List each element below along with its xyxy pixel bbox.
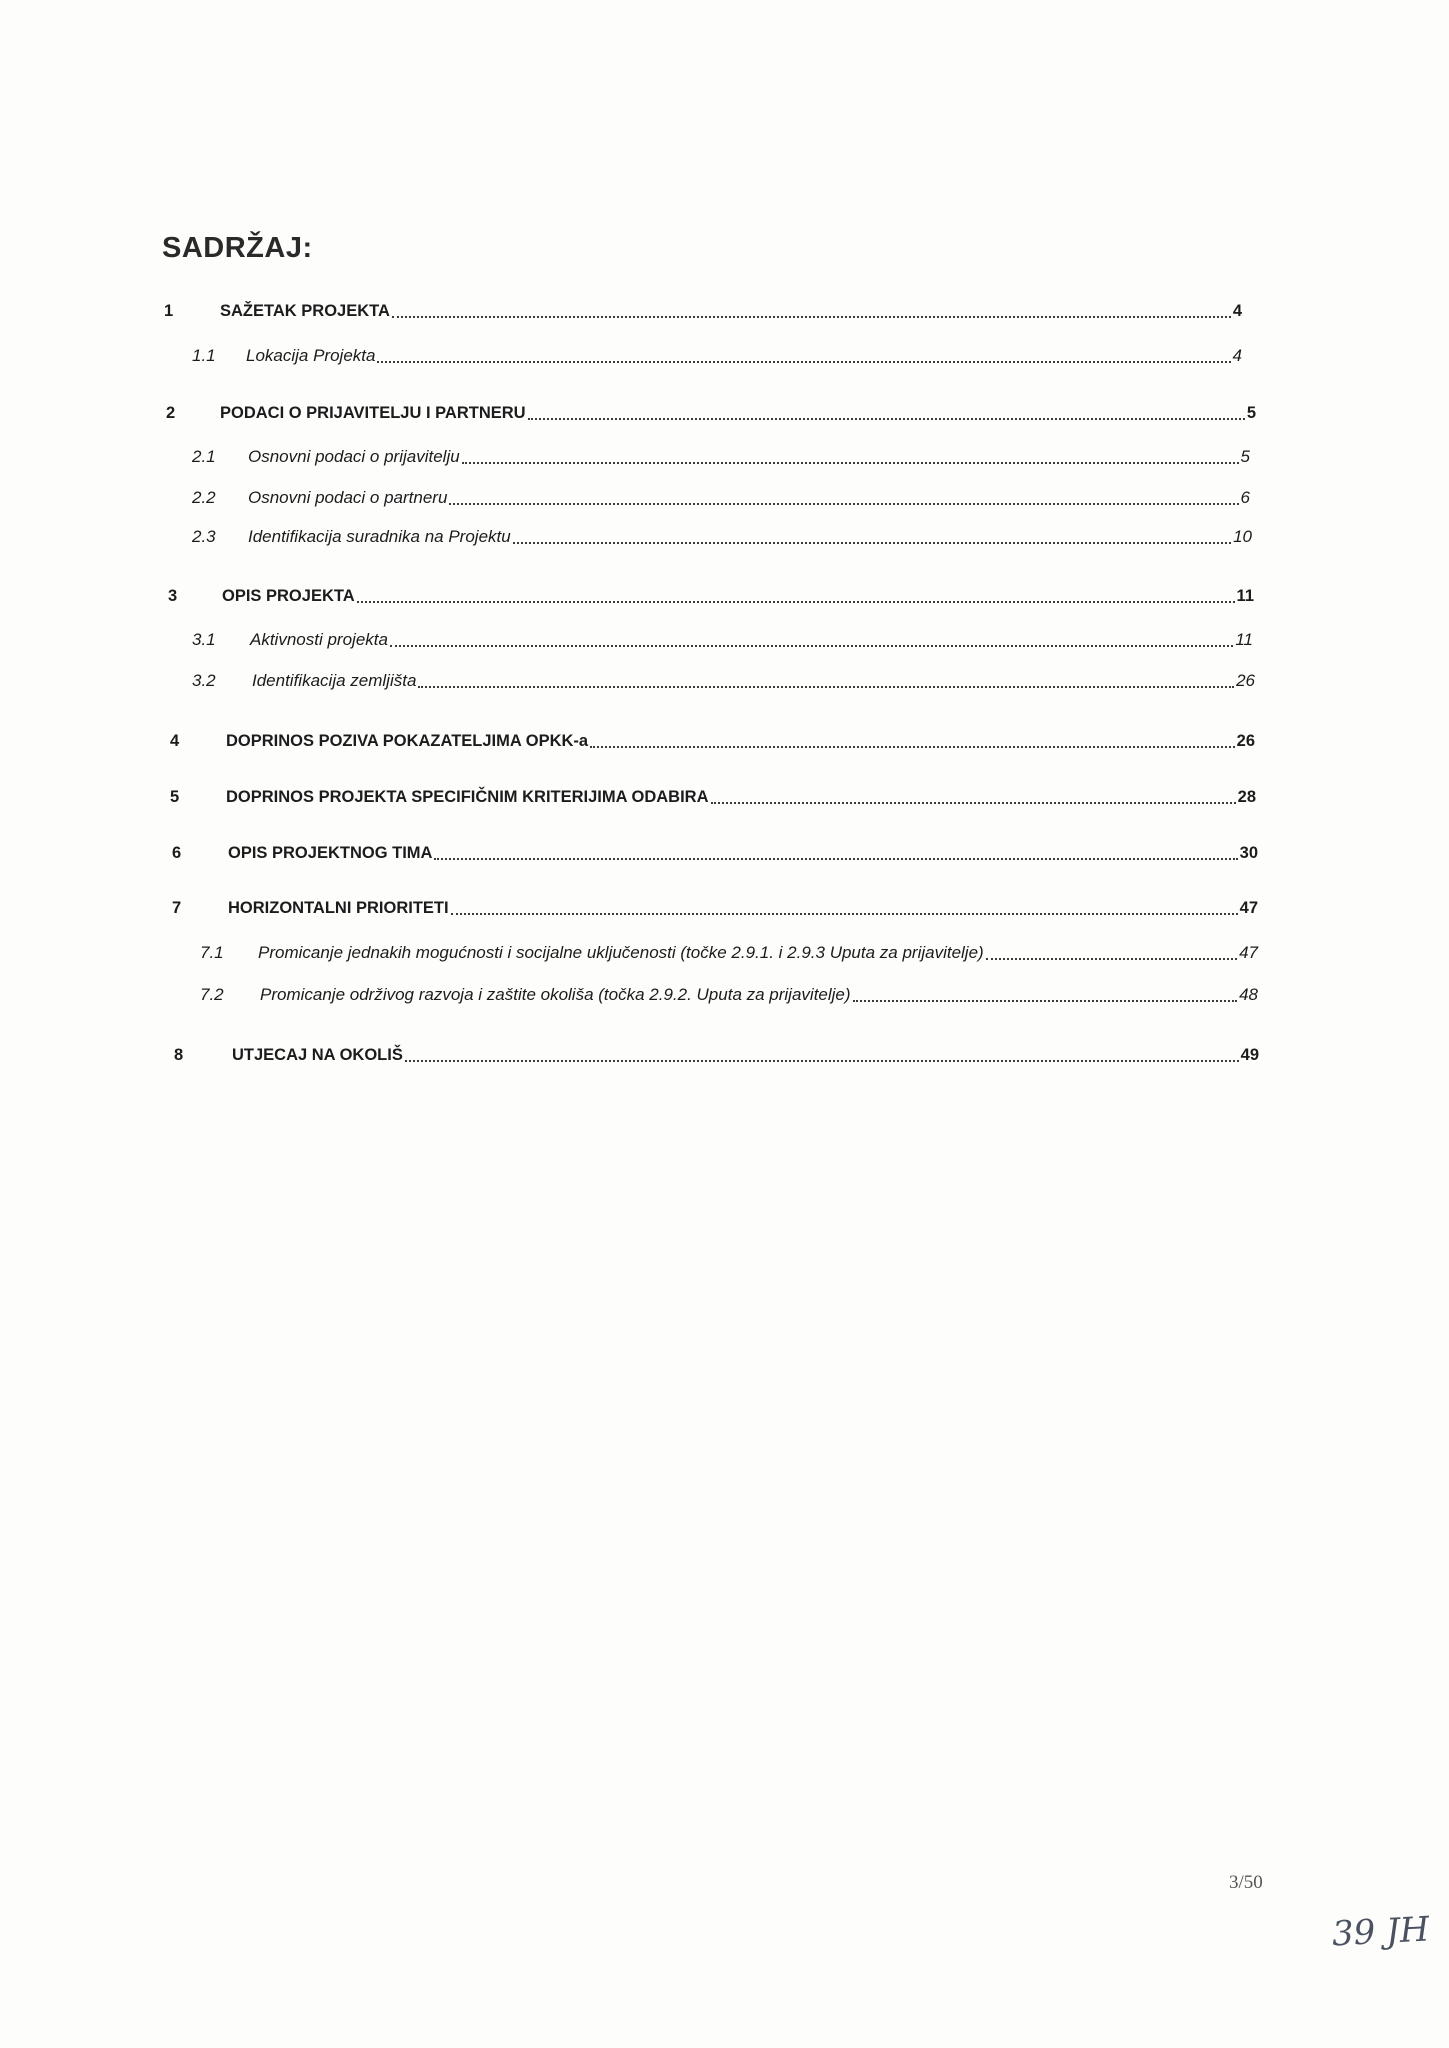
toc-entry[interactable]	[0, 524, 1449, 550]
toc-entry-page: 6	[1240, 488, 1250, 507]
toc-entry-title: OPIS PROJEKTA	[222, 587, 355, 605]
toc-entry-page: 26	[1236, 732, 1255, 750]
toc-entry-page: 30	[1239, 844, 1258, 862]
toc-entry-number: 8	[174, 1046, 184, 1064]
toc-entry[interactable]	[0, 982, 1449, 1008]
toc-entry-page: 5	[1240, 447, 1250, 466]
toc-entry-title: SAŽETAK PROJEKTA	[220, 302, 390, 320]
toc-entry[interactable]	[0, 784, 1449, 810]
toc-entry-number: 5	[170, 788, 180, 806]
toc-entry-page: 49	[1240, 1046, 1259, 1064]
toc-entry-number: 7.2	[200, 985, 224, 1004]
toc-entry-page: 28	[1237, 788, 1256, 806]
toc-entry-title: Promicanje jednakih mogućnosti i socijalne uključenosti (točke 2.9.1. i 2.9.3 Uputa za prijavitelje)	[258, 943, 984, 962]
toc-dot-leader	[590, 746, 1235, 748]
toc-dot-leader	[449, 503, 1238, 505]
toc-entry-title: Aktivnosti projekta	[250, 630, 388, 649]
toc-entry-number: 3	[168, 587, 178, 605]
toc-dot-leader	[434, 858, 1237, 860]
toc-dot-leader	[392, 316, 1231, 318]
toc-entry-page: 4	[1232, 302, 1242, 320]
toc-entry[interactable]	[0, 627, 1449, 653]
toc-entry[interactable]	[0, 1042, 1449, 1068]
toc-entry-title: OPIS PROJEKTNOG TIMA	[228, 844, 433, 862]
toc-dot-leader	[390, 645, 1233, 647]
toc-entry-number: 6	[172, 844, 182, 862]
toc-dot-leader	[357, 601, 1235, 603]
toc-entry[interactable]	[0, 940, 1449, 966]
toc-entry-page: 11	[1235, 630, 1253, 649]
toc-entry-title: Identifikacija zemljišta	[252, 671, 417, 690]
toc-entry-title: Identifikacija suradnika na Projektu	[248, 527, 511, 546]
toc-entry-number: 1	[164, 302, 174, 320]
toc-dot-leader	[528, 418, 1245, 420]
toc-entry-page: 10	[1233, 527, 1252, 546]
page-number: 3/50	[1229, 1872, 1263, 1893]
toc-entry-title: UTJECAJ NA OKOLIŠ	[232, 1046, 403, 1064]
toc-entry-number: 3.2	[192, 671, 216, 690]
toc-entry-number: 2.1	[192, 447, 216, 466]
toc-entry-number: 1.1	[192, 346, 216, 365]
toc-entry-page: 47	[1239, 899, 1258, 917]
toc-entry-page: 47	[1239, 943, 1258, 962]
toc-entry[interactable]	[0, 400, 1449, 426]
toc-entry[interactable]	[0, 840, 1449, 866]
toc-entry[interactable]	[0, 728, 1449, 754]
toc-entry-title: DOPRINOS PROJEKTA SPECIFIČNIM KRITERIJIMA ODABIRA	[226, 788, 709, 806]
toc-entry-title: Lokacija Projekta	[246, 346, 376, 365]
toc-entry[interactable]	[0, 583, 1449, 609]
toc-entry-title: Osnovni podaci o prijavitelju	[248, 447, 460, 466]
toc-entry-number: 2	[166, 404, 176, 422]
toc-entry-number: 2.3	[192, 527, 216, 546]
toc-dot-leader	[711, 802, 1236, 804]
toc-dot-leader	[405, 1060, 1239, 1062]
toc-entry-title: DOPRINOS POZIVA POKAZATELJIMA OPKK-a	[226, 732, 589, 750]
toc-dot-leader	[451, 913, 1238, 915]
toc-entry[interactable]	[0, 668, 1449, 694]
toc-dot-leader	[462, 462, 1239, 464]
toc-entry-number: 7.1	[200, 943, 224, 962]
toc-entry[interactable]	[0, 298, 1449, 324]
toc-heading: SADRŽAJ:	[162, 232, 313, 264]
toc-entry-page: 5	[1246, 404, 1256, 422]
toc-entry-page: 4	[1232, 346, 1242, 365]
toc-dot-leader	[986, 958, 1237, 960]
toc-entry-number: 4	[170, 732, 180, 750]
handwritten-annotation: 39 JH	[1331, 1909, 1431, 1955]
toc-entry-title: Promicanje održivog razvoja i zaštite okoliša (točka 2.9.2. Uputa za prijavitelje)	[260, 985, 851, 1004]
toc-dot-leader	[853, 1000, 1238, 1002]
toc-entry-page: 26	[1236, 671, 1255, 690]
toc-entry[interactable]	[0, 343, 1449, 369]
toc-entry-page: 48	[1239, 985, 1258, 1004]
toc-entry-page: 11	[1236, 587, 1254, 605]
toc-entry-title: PODACI O PRIJAVITELJU I PARTNERU	[220, 404, 526, 422]
toc-entry-number: 3.1	[192, 630, 216, 649]
toc-dot-leader	[377, 361, 1230, 363]
toc-entry[interactable]	[0, 444, 1449, 470]
toc-entry[interactable]	[0, 895, 1449, 921]
toc-entry-number: 2.2	[192, 488, 216, 507]
toc-entry-title: HORIZONTALNI PRIORITETI	[228, 899, 449, 917]
toc-dot-leader	[418, 686, 1234, 688]
toc-entry-number: 7	[172, 899, 182, 917]
toc-dot-leader	[513, 542, 1231, 544]
toc-entry[interactable]	[0, 485, 1449, 511]
toc-entry-title: Osnovni podaci o partneru	[248, 488, 448, 507]
